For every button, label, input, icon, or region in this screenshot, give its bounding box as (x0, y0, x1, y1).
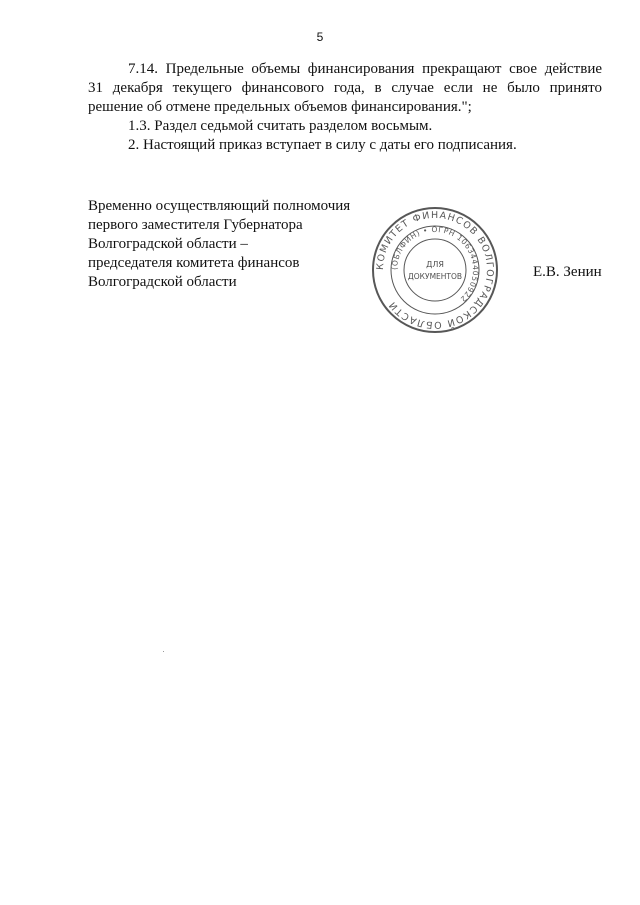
paragraph-7-14-line-1: 7.14. Предельные объемы финансирования прекращают свое действие (128, 61, 602, 77)
signatory-title-line: председателя комитета финансов (88, 255, 300, 271)
paragraph-2: 2. Настоящий приказ вступает в силу с даты его подписания. (128, 137, 517, 153)
official-seal-stamp (370, 205, 500, 335)
seal-graphic (370, 205, 500, 335)
scan-speck (163, 651, 164, 652)
paragraph-7-14-line-2: 31 декабря текущего финансового года, в случае если не было принято (88, 80, 602, 96)
signatory-title (88, 197, 350, 292)
signatory-title-line: первого заместителя Губернатора (88, 217, 303, 233)
signatory-title-line: Волгоградской области (88, 274, 237, 290)
paragraph-7-14-line-3: решение об отмене предельных объемов финансирования."; (88, 99, 472, 115)
seal-center-line-2: ДОКУМЕНТОВ (407, 272, 463, 281)
seal-center-line-1: ДЛЯ (426, 260, 444, 269)
document-body (88, 60, 602, 155)
page-number: 5 (316, 30, 324, 44)
paragraph-1-3: 1.3. Раздел седьмой считать разделом восьмым. (128, 118, 433, 134)
signatory-title-line: Временно осуществляющий полномочия (88, 198, 351, 214)
signatory-name: Е.В. Зенин (533, 264, 602, 280)
seal-outer-text: КОМИТЕТ ФИНАНСОВ ВОЛГОГРАДСКОЙ ОБЛАСТИ (374, 209, 496, 331)
seal-inner-text: (ОБЛФИН) • ОГРН 1063444050922 (389, 224, 481, 304)
signatory-title-line: Волгоградской области – (88, 236, 248, 252)
